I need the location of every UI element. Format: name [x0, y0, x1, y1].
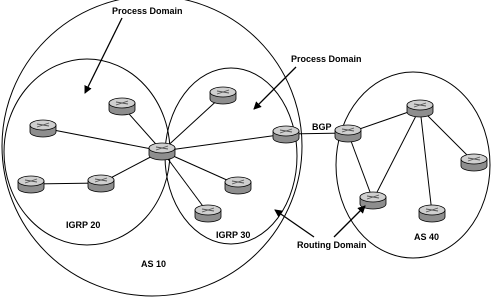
- router-icon: [419, 205, 445, 222]
- link: [162, 151, 208, 213]
- process-domain-top-label: Process Domain: [112, 6, 183, 16]
- routing-domain-label: Routing Domain: [297, 240, 367, 250]
- as10-label: AS 10: [141, 259, 167, 269]
- arrow-icon: [254, 67, 296, 109]
- link: [420, 108, 432, 213]
- link: [348, 133, 373, 200]
- process-domain-right-label: Process Domain: [291, 54, 362, 64]
- router-icon: [407, 100, 433, 117]
- igrp30-label: IGRP 30: [216, 230, 251, 240]
- bgp-label: BGP: [312, 122, 332, 132]
- router-icon: [225, 177, 251, 194]
- router-icon: [30, 120, 56, 137]
- router-icon: [195, 205, 221, 222]
- router-icon: [273, 126, 299, 143]
- igrp20-boundary: [4, 59, 170, 245]
- igrp20-label: IGRP 20: [66, 220, 101, 230]
- router-icon: [335, 125, 361, 142]
- router-icon: [18, 176, 44, 193]
- link: [162, 95, 223, 151]
- router-icon: [461, 154, 487, 171]
- router-icon: [88, 175, 114, 192]
- as40-label: AS 40: [414, 232, 440, 242]
- router-icon: [109, 98, 135, 115]
- routers: [18, 87, 487, 222]
- router-icon: [149, 143, 175, 160]
- router-icon: [210, 87, 236, 104]
- arrow-icon: [85, 18, 122, 93]
- link: [162, 134, 286, 151]
